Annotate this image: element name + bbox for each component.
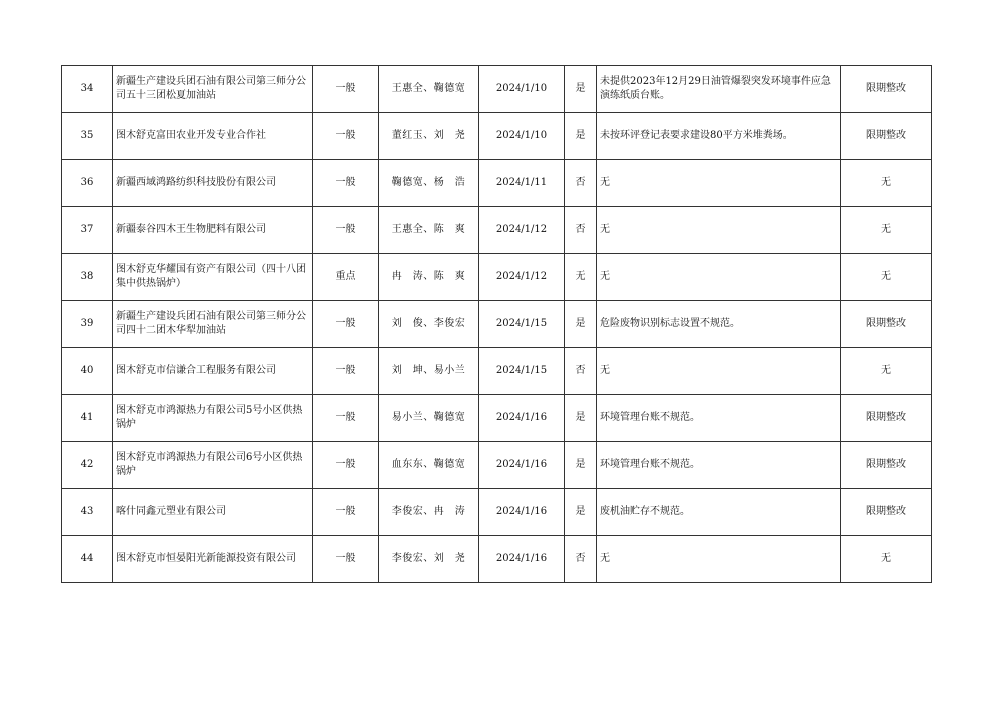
table-row bbox=[62, 442, 932, 489]
company-name: 新疆西域鸿路纺织科技股份有限公司 bbox=[113, 160, 313, 207]
problem-found-flag: 是 bbox=[565, 489, 597, 536]
problem-found-flag: 是 bbox=[565, 66, 597, 113]
inspectors: 李俊宏、冉 涛 bbox=[379, 489, 479, 536]
table-row bbox=[62, 254, 932, 301]
problem-description: 未按环评登记表要求建设80平方米堆粪场。 bbox=[597, 113, 841, 160]
table-row bbox=[62, 301, 932, 348]
rectification-action: 限期整改 bbox=[841, 66, 932, 113]
table-row bbox=[62, 395, 932, 442]
problem-found-flag: 是 bbox=[565, 395, 597, 442]
supervision-level: 一般 bbox=[313, 348, 379, 395]
row-number: 36 bbox=[62, 160, 113, 207]
row-number: 39 bbox=[62, 301, 113, 348]
rectification-action: 无 bbox=[841, 536, 932, 583]
inspection-date: 2024/1/12 bbox=[479, 254, 565, 301]
inspectors: 刘 坤、易小兰 bbox=[379, 348, 479, 395]
inspectors: 鞠德宽、杨 浩 bbox=[379, 160, 479, 207]
problem-description: 无 bbox=[597, 254, 841, 301]
rectification-action: 限期整改 bbox=[841, 489, 932, 536]
problem-found-flag: 无 bbox=[565, 254, 597, 301]
supervision-level: 一般 bbox=[313, 113, 379, 160]
inspectors: 血东东、鞠德宽 bbox=[379, 442, 479, 489]
supervision-level: 一般 bbox=[313, 160, 379, 207]
problem-found-flag: 否 bbox=[565, 160, 597, 207]
inspection-date: 2024/1/16 bbox=[479, 489, 565, 536]
rectification-action: 无 bbox=[841, 348, 932, 395]
problem-description: 无 bbox=[597, 207, 841, 254]
inspectors: 冉 涛、陈 爽 bbox=[379, 254, 479, 301]
inspection-date: 2024/1/10 bbox=[479, 66, 565, 113]
rectification-action: 限期整改 bbox=[841, 113, 932, 160]
rectification-action: 限期整改 bbox=[841, 395, 932, 442]
company-name: 图木舒克市鸿源热力有限公司6号小区供热锅炉 bbox=[113, 442, 313, 489]
supervision-level: 一般 bbox=[313, 442, 379, 489]
company-name: 新疆生产建设兵团石油有限公司第三师分公司四十二团木华犁加油站 bbox=[113, 301, 313, 348]
inspection-date: 2024/1/10 bbox=[479, 113, 565, 160]
supervision-level: 一般 bbox=[313, 395, 379, 442]
problem-description: 未提供2023年12月29日油管爆裂突发环境事件应急演练纸质台账。 bbox=[597, 66, 841, 113]
rectification-action: 无 bbox=[841, 254, 932, 301]
problem-found-flag: 否 bbox=[565, 348, 597, 395]
inspection-date: 2024/1/16 bbox=[479, 442, 565, 489]
company-name: 新疆泰谷四木王生物肥料有限公司 bbox=[113, 207, 313, 254]
company-name: 图木舒克华耀国有资产有限公司（四十八团集中供热锅炉） bbox=[113, 254, 313, 301]
inspection-date: 2024/1/15 bbox=[479, 348, 565, 395]
row-number: 41 bbox=[62, 395, 113, 442]
supervision-level: 一般 bbox=[313, 301, 379, 348]
inspectors: 董红玉、刘 尧 bbox=[379, 113, 479, 160]
inspectors: 刘 俊、李俊宏 bbox=[379, 301, 479, 348]
row-number: 34 bbox=[62, 66, 113, 113]
table-row bbox=[62, 160, 932, 207]
problem-description: 无 bbox=[597, 348, 841, 395]
inspectors: 李俊宏、刘 尧 bbox=[379, 536, 479, 583]
problem-found-flag: 否 bbox=[565, 207, 597, 254]
inspection-date: 2024/1/16 bbox=[479, 395, 565, 442]
problem-description: 环境管理台账不规范。 bbox=[597, 395, 841, 442]
row-number: 44 bbox=[62, 536, 113, 583]
rectification-action: 无 bbox=[841, 160, 932, 207]
supervision-level: 一般 bbox=[313, 489, 379, 536]
company-name: 喀什同鑫元塑业有限公司 bbox=[113, 489, 313, 536]
inspection-date: 2024/1/12 bbox=[479, 207, 565, 254]
row-number: 38 bbox=[62, 254, 113, 301]
inspection-table bbox=[61, 65, 932, 583]
row-number: 35 bbox=[62, 113, 113, 160]
inspectors: 易小兰、鞠德宽 bbox=[379, 395, 479, 442]
company-name: 图木舒克市恒晏阳光新能源投资有限公司 bbox=[113, 536, 313, 583]
problem-found-flag: 是 bbox=[565, 301, 597, 348]
problem-found-flag: 是 bbox=[565, 113, 597, 160]
inspection-date: 2024/1/15 bbox=[479, 301, 565, 348]
company-name: 图木舒克市信谦合工程服务有限公司 bbox=[113, 348, 313, 395]
row-number: 37 bbox=[62, 207, 113, 254]
rectification-action: 限期整改 bbox=[841, 301, 932, 348]
table-row bbox=[62, 113, 932, 160]
supervision-level: 一般 bbox=[313, 207, 379, 254]
rectification-action: 限期整改 bbox=[841, 442, 932, 489]
inspection-date: 2024/1/11 bbox=[479, 160, 565, 207]
table-row bbox=[62, 489, 932, 536]
row-number: 43 bbox=[62, 489, 113, 536]
row-number: 42 bbox=[62, 442, 113, 489]
inspection-date: 2024/1/16 bbox=[479, 536, 565, 583]
company-name: 图木舒克富田农业开发专业合作社 bbox=[113, 113, 313, 160]
company-name: 新疆生产建设兵团石油有限公司第三师分公司五十三团松夏加油站 bbox=[113, 66, 313, 113]
problem-found-flag: 否 bbox=[565, 536, 597, 583]
inspectors: 王惠全、鞠德宽 bbox=[379, 66, 479, 113]
company-name: 图木舒克市鸿源热力有限公司5号小区供热锅炉 bbox=[113, 395, 313, 442]
inspectors: 王惠全、陈 爽 bbox=[379, 207, 479, 254]
table-body bbox=[62, 66, 932, 583]
problem-description: 无 bbox=[597, 160, 841, 207]
table-row bbox=[62, 536, 932, 583]
table-row bbox=[62, 207, 932, 254]
supervision-level: 一般 bbox=[313, 66, 379, 113]
row-number: 40 bbox=[62, 348, 113, 395]
problem-description: 无 bbox=[597, 536, 841, 583]
supervision-level: 重点 bbox=[313, 254, 379, 301]
supervision-level: 一般 bbox=[313, 536, 379, 583]
problem-found-flag: 是 bbox=[565, 442, 597, 489]
table-row bbox=[62, 348, 932, 395]
problem-description: 环境管理台账不规范。 bbox=[597, 442, 841, 489]
table-row bbox=[62, 66, 932, 113]
problem-description: 危险废物识别标志设置不规范。 bbox=[597, 301, 841, 348]
rectification-action: 无 bbox=[841, 207, 932, 254]
problem-description: 废机油贮存不规范。 bbox=[597, 489, 841, 536]
